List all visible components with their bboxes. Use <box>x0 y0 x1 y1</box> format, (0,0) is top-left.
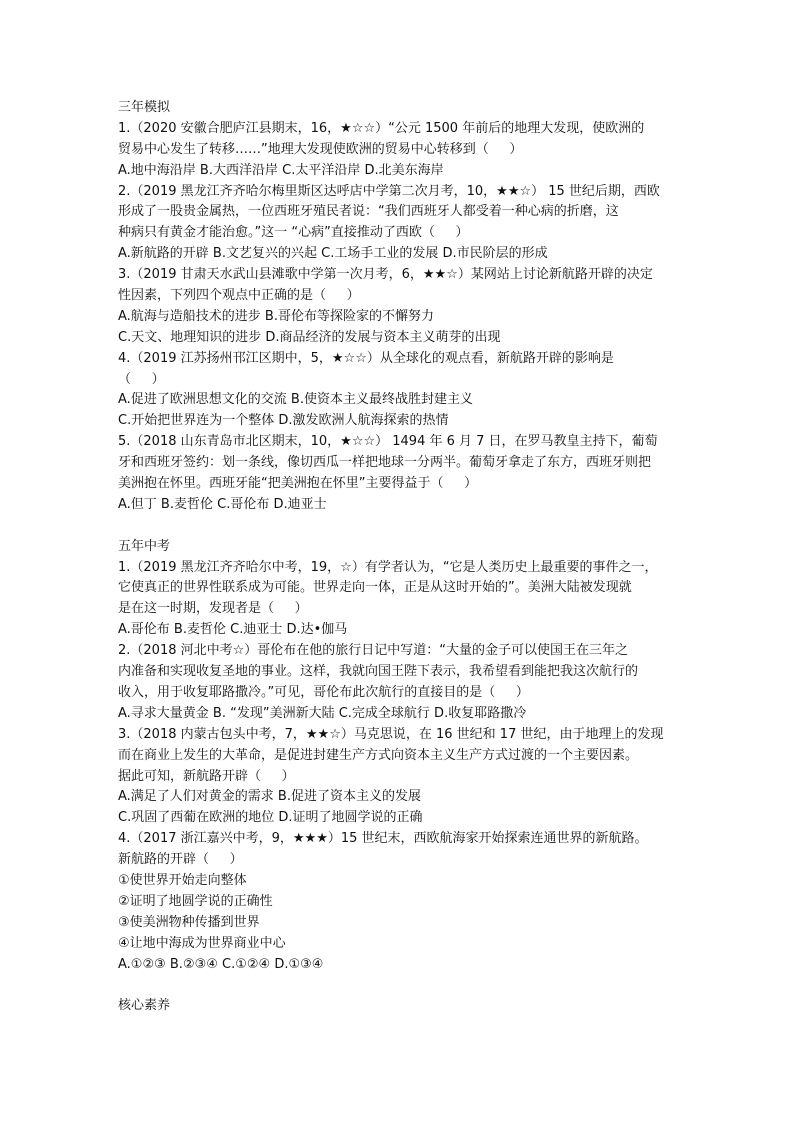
mock-question-1 <box>118 119 684 182</box>
question-stem-line: 形成了一股贵金属热，一位西班牙殖民者说：“我们西班牙人都受着一种心病的折磨，这 <box>118 204 619 220</box>
question-options: A.促进了欧洲思想文化的交流 B.使资本主义最终战胜封建主义 <box>118 392 473 408</box>
statement-item: ②证明了地圆学说的正确性 <box>118 893 273 909</box>
question-options: A.寻求大量黄金 B. “发现”美洲新大陆 C.完成全球航行 D.收复耶路撒冷 <box>118 705 527 721</box>
exam-question-1 <box>118 558 684 642</box>
question-stem-line: （ ） <box>118 371 165 387</box>
section-gap <box>118 516 684 537</box>
question-stem-line: 1.（2019 黑龙江齐齐哈尔中考，19，☆）有学者认为，“它是人类历史上最重要的事件之一， <box>118 559 658 575</box>
question-options: A.地中海沿岸 B.大西洋沿岸 C.太平洋沿岸 D.北美东海岸 <box>118 162 444 178</box>
question-stem-line: 而在商业上发生的大革命，是促进封建生产方式向资本主义生产方式过渡的一个主要因素。 <box>118 747 639 763</box>
statement-item: ④让地中海成为世界商业中心 <box>118 935 286 951</box>
question-options: A.满足了人们对黄金的需求 B.促进了资本主义的发展 <box>118 789 421 805</box>
mock-question-3 <box>118 265 684 349</box>
question-stem-line: 4.（2017 浙江嘉兴中考，9，★★★）15 世纪末，西欧航海家开始探索连通世界的新航路。 <box>118 831 648 847</box>
mock-question-2 <box>118 182 684 266</box>
exam-question-3 <box>118 725 684 829</box>
question-stem-line: 据此可知，新航路开辟（ ） <box>118 768 295 784</box>
question-stem-line: 性因素，下列四个观点中正确的是（ ） <box>118 288 360 304</box>
question-stem-line: 2.（2019 黑龙江齐齐哈尔梅里斯区达呼店中学第二次月考，10，★★☆） 15 世纪后期，西欧 <box>118 183 660 199</box>
question-stem-line: 它使真正的世界性联系成为可能。世界走向一体，正是从这时开始的”。美洲大陆被发现就 <box>118 580 632 596</box>
document-page <box>118 98 684 1017</box>
question-stem-line: 3.（2018 内蒙古包头中考，7，★★☆）马克思说，在 16 世纪和 17 世纪，由于地理上的发现 <box>118 726 664 742</box>
question-stem-line: 5.（2018 山东青岛市北区期末，10，★☆☆） 1494 年 6 月 7 日，在罗马教皇主持下，葡萄 <box>118 434 658 450</box>
statement-item: ③使美洲物种传播到世界 <box>118 914 260 930</box>
question-options: A.哥伦布 B.麦哲伦 C.迪亚士 D.达•伽马 <box>118 622 348 638</box>
question-stem-line: 种病只有黄金才能治愈。”这一 “心病”直接推动了西欧（ ） <box>118 225 469 241</box>
exam-question-4 <box>118 829 684 975</box>
section-gap <box>118 975 684 996</box>
section-title-mock: 三年模拟 <box>118 100 171 115</box>
question-options: A.但丁 B.麦哲伦 C.哥伦布 D.迪亚士 <box>118 496 327 512</box>
question-stem-line: 收入，用于收复耶路撒冷。”可见，哥伦布此次航行的直接目的是（ ） <box>118 684 529 700</box>
question-stem-line: 是在这一时期，发现者是（ ） <box>118 601 308 617</box>
question-stem-line: 新航路的开辟（ ） <box>118 852 243 868</box>
question-stem-line: 4.（2019 江苏扬州邗江区期中，5，★☆☆）从全球化的观点看，新航路开辟的影响是 <box>118 350 614 366</box>
question-stem-line: 1.（2020 安徽合肥庐江县期末，16，★☆☆）“公元 1500 年前后的地理大发现，使欧洲的 <box>118 120 645 136</box>
question-options: C.巩固了西葡在欧洲的地位 D.证明了地圆学说的正确 <box>118 810 423 826</box>
question-stem-line: 内准备和实现收复圣地的事业。这样，我就向国王陛下表示，我希望看到能把我这次航行的 <box>118 664 639 680</box>
question-stem-line: 3.（2019 甘肃天水武山县滩歌中学第一次月考，6，★★☆）某网站上讨论新航路开辟的决定 <box>118 267 653 283</box>
question-stem-line: 牙和西班牙签约：划一条线，像切西瓜一样把地球一分两半。葡萄牙拿走了东方，西班牙则把 <box>118 455 652 471</box>
question-options: A.①②③ B.②③④ C.①②④ D.①③④ <box>118 956 324 972</box>
statement-item: ①使世界开始走向整体 <box>118 872 247 888</box>
question-stem-line: 贸易中心发生了转移……”地理大发现使欧洲的贸易中心转移到（ ） <box>118 141 523 157</box>
question-stem-line: 美洲抱在怀里。西班牙能“把美洲抱在怀里”主要得益于（ ） <box>118 476 478 492</box>
section-title-exam: 五年中考 <box>118 538 171 554</box>
question-options: A.航海与造船技术的进步 B.哥伦布等探险家的不懈努力 <box>118 308 434 324</box>
exam-question-2 <box>118 641 684 725</box>
section-title-core: 核心素养 <box>118 998 171 1014</box>
question-stem-line: 2.（2018 河北中考☆）哥伦布在他的旅行日记中写道：“大量的金子可以使国王在三年之 <box>118 643 629 659</box>
mock-question-4 <box>118 349 684 433</box>
question-options: C.天文、地理知识的进步 D.商品经济的发展与资本主义萌芽的出现 <box>118 329 501 345</box>
mock-question-5 <box>118 432 684 516</box>
question-options: A.新航路的开辟 B.文艺复兴的兴起 C.工场手工业的发展 D.市民阶层的形成 <box>118 246 548 262</box>
question-options: C.开始把世界连为一个整体 D.激发欧洲人航海探索的热情 <box>118 413 449 429</box>
